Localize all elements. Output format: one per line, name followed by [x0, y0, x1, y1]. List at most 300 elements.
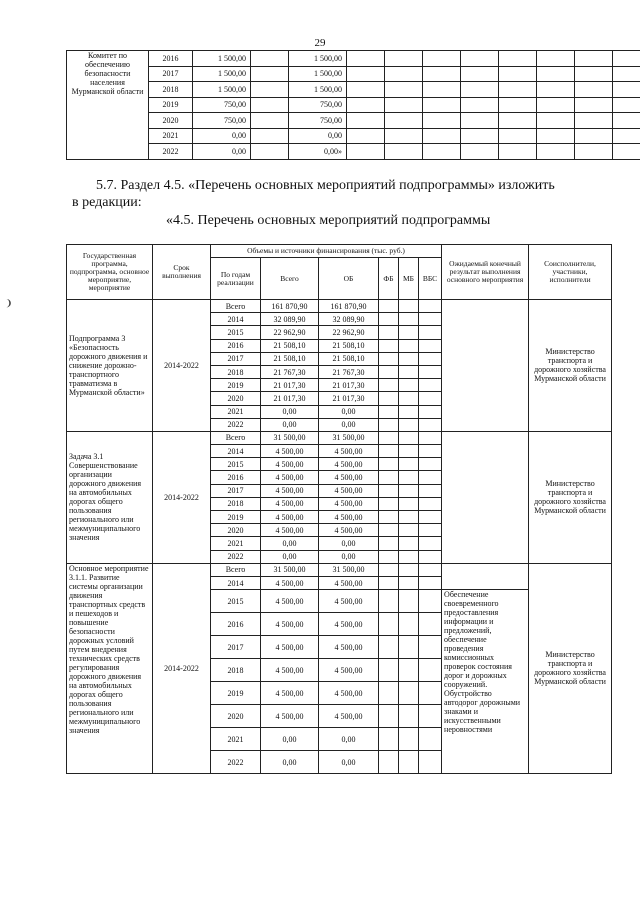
fb-cell	[379, 392, 399, 405]
total-cell: 4 500,00	[261, 471, 319, 484]
measures-table-body	[67, 245, 612, 774]
total-cell: 22 962,90	[261, 326, 319, 339]
mb-cell	[399, 339, 419, 352]
vbs-cell	[419, 524, 442, 537]
empty-cell	[499, 113, 537, 129]
ob-cell: 31 500,00	[319, 431, 379, 444]
empty-cell	[613, 51, 640, 67]
ob-cell: 4 500,00	[319, 705, 379, 728]
empty-cell	[613, 97, 640, 113]
year-cell: 2016	[149, 51, 193, 67]
empty-cell	[423, 51, 461, 67]
total-cell: 0,00	[261, 418, 319, 431]
committee-name: Комитет по обеспечению безопасности населения Мурманской области	[67, 51, 149, 160]
mb-cell	[399, 458, 419, 471]
total-cell: 4 500,00	[261, 497, 319, 510]
empty-cell	[251, 113, 289, 129]
empty-cell	[537, 51, 575, 67]
header-total: Всего	[261, 258, 319, 300]
executor-cell: Министерство транспорта и дорожного хозяйства Мурманской области	[529, 300, 612, 432]
empty-cell	[575, 113, 613, 129]
empty-cell	[251, 97, 289, 113]
vbs-cell	[419, 705, 442, 728]
term-cell: 2014-2022	[153, 563, 211, 773]
table-row	[67, 563, 612, 576]
ob-cell: 32 089,90	[319, 313, 379, 326]
fb-cell	[379, 705, 399, 728]
ob-cell: 750,00	[289, 97, 347, 113]
empty-cell	[537, 113, 575, 129]
empty-cell	[423, 97, 461, 113]
year-cell: 2021	[211, 728, 261, 751]
vbs-cell	[419, 392, 442, 405]
table-row	[67, 66, 640, 82]
header-executors: Соисполнители, участники, исполнители	[529, 245, 612, 300]
vbs-cell	[419, 431, 442, 444]
empty-cell	[499, 128, 537, 144]
fb-cell	[379, 537, 399, 550]
year-cell: 2020	[149, 113, 193, 129]
fb-cell	[379, 728, 399, 751]
total-cell: 21 017,30	[261, 392, 319, 405]
total-cell: 161 870,90	[261, 300, 319, 313]
total-cell: 31 500,00	[261, 563, 319, 576]
ob-cell: 4 500,00	[319, 484, 379, 497]
year-cell: 2015	[211, 326, 261, 339]
fb-cell	[379, 751, 399, 774]
ob-cell: 21 017,30	[319, 379, 379, 392]
vbs-cell	[419, 682, 442, 705]
fb-cell	[379, 550, 399, 563]
vbs-cell	[419, 471, 442, 484]
empty-cell	[347, 66, 385, 82]
term-cell: 2014-2022	[153, 300, 211, 432]
empty-cell	[251, 128, 289, 144]
empty-cell	[461, 82, 499, 98]
total-cell: 1 500,00	[193, 51, 251, 67]
fb-cell	[379, 352, 399, 365]
ob-cell: 0,00	[319, 418, 379, 431]
empty-cell	[461, 66, 499, 82]
empty-cell	[613, 82, 640, 98]
ob-cell: 0,00	[319, 537, 379, 550]
year-cell: 2014	[211, 445, 261, 458]
total-cell: 0,00	[261, 728, 319, 751]
total-cell: 0,00	[261, 751, 319, 774]
ob-cell: 0,00»	[289, 144, 347, 160]
mb-cell	[399, 550, 419, 563]
result-cell	[442, 431, 529, 563]
ob-cell: 21 017,30	[319, 392, 379, 405]
empty-cell	[613, 128, 640, 144]
ob-cell: 4 500,00	[319, 590, 379, 613]
vbs-cell	[419, 497, 442, 510]
ob-cell: 21 767,30	[319, 365, 379, 378]
mb-cell	[399, 682, 419, 705]
fb-cell	[379, 471, 399, 484]
vbs-cell	[419, 576, 442, 589]
total-cell: 4 500,00	[261, 636, 319, 659]
executor-cell: Министерство транспорта и дорожного хозяйства Мурманской области	[529, 431, 612, 563]
ob-cell: 4 500,00	[319, 458, 379, 471]
ob-cell: 4 500,00	[319, 659, 379, 682]
ob-cell: 4 500,00	[319, 636, 379, 659]
vbs-cell	[419, 484, 442, 497]
result-cell	[442, 300, 529, 432]
year-cell: 2014	[211, 313, 261, 326]
year-cell: 2017	[211, 636, 261, 659]
ob-cell: 4 500,00	[319, 471, 379, 484]
year-cell: 2018	[149, 82, 193, 98]
ob-cell: 0,00	[289, 128, 347, 144]
header-mb: МБ	[399, 258, 419, 300]
header-funding: Объемы и источники финансирования (тыс. руб.)	[211, 245, 442, 258]
mb-cell	[399, 537, 419, 550]
fb-cell	[379, 405, 399, 418]
total-cell: 21 767,30	[261, 365, 319, 378]
mb-cell	[399, 751, 419, 774]
header-term: Срок выполнения	[153, 245, 211, 300]
mb-cell	[399, 563, 419, 576]
ob-cell: 31 500,00	[319, 563, 379, 576]
ob-cell: 4 500,00	[319, 497, 379, 510]
year-cell: 2022	[211, 751, 261, 774]
ob-cell: 0,00	[319, 405, 379, 418]
total-cell: 4 500,00	[261, 445, 319, 458]
year-cell: 2021	[211, 405, 261, 418]
total-cell: 0,00	[193, 128, 251, 144]
table-row	[67, 97, 640, 113]
empty-cell	[499, 66, 537, 82]
ob-cell: 4 500,00	[319, 524, 379, 537]
year-cell: 2021	[211, 537, 261, 550]
year-cell: 2022	[211, 550, 261, 563]
vbs-cell	[419, 300, 442, 313]
year-cell: Всего	[211, 431, 261, 444]
result-cell-empty	[442, 563, 529, 589]
total-cell: 4 500,00	[261, 511, 319, 524]
vbs-cell	[419, 365, 442, 378]
fb-cell	[379, 524, 399, 537]
total-cell: 750,00	[193, 113, 251, 129]
table-header-row	[67, 245, 612, 258]
measure-name: Задача 3.1 Совершенствование организации дорожного движения на автомобильных дорогах общего пользования регионального или межмуниципального значения	[67, 431, 153, 563]
total-cell: 21 508,10	[261, 339, 319, 352]
fb-cell	[379, 365, 399, 378]
fb-cell	[379, 576, 399, 589]
vbs-cell	[419, 339, 442, 352]
executor-cell: Министерство транспорта и дорожного хозяйства Мурманской области	[529, 563, 612, 773]
year-cell: 2019	[211, 682, 261, 705]
ob-cell: 22 962,90	[319, 326, 379, 339]
section-heading: «4.5. Перечень основных мероприятий подпрограммы	[166, 213, 491, 228]
mb-cell	[399, 613, 419, 636]
year-cell: 2018	[211, 659, 261, 682]
mb-cell	[399, 728, 419, 751]
measures-table	[66, 244, 612, 774]
fb-cell	[379, 659, 399, 682]
year-cell: 2014	[211, 576, 261, 589]
total-cell: 4 500,00	[261, 458, 319, 471]
vbs-cell	[419, 563, 442, 576]
fb-cell	[379, 300, 399, 313]
mb-cell	[399, 352, 419, 365]
fb-cell	[379, 313, 399, 326]
empty-cell	[537, 144, 575, 160]
empty-cell	[423, 82, 461, 98]
year-cell: 2020	[211, 524, 261, 537]
fb-cell	[379, 563, 399, 576]
empty-cell	[499, 82, 537, 98]
year-cell: 2022	[149, 144, 193, 160]
mb-cell	[399, 326, 419, 339]
header-program: Государственная программа, подпрограмма, основное мероприятие, мероприятие	[67, 245, 153, 300]
empty-cell	[251, 82, 289, 98]
year-cell: 2015	[211, 458, 261, 471]
fb-cell	[379, 339, 399, 352]
total-cell: 0,00	[261, 537, 319, 550]
total-cell: 4 500,00	[261, 484, 319, 497]
empty-cell	[575, 66, 613, 82]
fb-cell	[379, 445, 399, 458]
mb-cell	[399, 484, 419, 497]
mb-cell	[399, 590, 419, 613]
mb-cell	[399, 300, 419, 313]
mb-cell	[399, 418, 419, 431]
vbs-cell	[419, 550, 442, 563]
table-row	[67, 51, 640, 67]
total-cell: 0,00	[193, 144, 251, 160]
year-cell: 2022	[211, 418, 261, 431]
year-cell: 2017	[149, 66, 193, 82]
table-row	[67, 431, 612, 444]
empty-cell	[423, 128, 461, 144]
vbs-cell	[419, 418, 442, 431]
vbs-cell	[419, 458, 442, 471]
ob-cell: 4 500,00	[319, 682, 379, 705]
empty-cell	[537, 97, 575, 113]
ob-cell: 4 500,00	[319, 613, 379, 636]
year-cell: Всего	[211, 563, 261, 576]
fb-cell	[379, 484, 399, 497]
empty-cell	[461, 97, 499, 113]
empty-cell	[575, 97, 613, 113]
table-row	[67, 144, 640, 160]
amendment-paragraph-line2: в редакции:	[72, 195, 142, 210]
year-cell: 2019	[211, 379, 261, 392]
header-vbs: ВБС	[419, 258, 442, 300]
year-cell: 2021	[149, 128, 193, 144]
year-cell: 2018	[211, 365, 261, 378]
header-ob: ОБ	[319, 258, 379, 300]
empty-cell	[347, 51, 385, 67]
ob-cell: 4 500,00	[319, 576, 379, 589]
year-cell: 2018	[211, 497, 261, 510]
mb-cell	[399, 445, 419, 458]
header-years: По годам реализации	[211, 258, 261, 300]
ob-cell: 21 508,10	[319, 339, 379, 352]
vbs-cell	[419, 636, 442, 659]
term-cell: 2014-2022	[153, 431, 211, 563]
total-cell: 21 017,30	[261, 379, 319, 392]
empty-cell	[423, 66, 461, 82]
empty-cell	[613, 144, 640, 160]
fb-cell	[379, 326, 399, 339]
empty-cell	[423, 144, 461, 160]
empty-cell	[499, 51, 537, 67]
vbs-cell	[419, 445, 442, 458]
year-cell: 2017	[211, 352, 261, 365]
table-row	[67, 300, 612, 313]
mb-cell	[399, 471, 419, 484]
empty-cell	[347, 144, 385, 160]
empty-cell	[499, 97, 537, 113]
empty-cell	[613, 66, 640, 82]
year-cell: 2015	[211, 590, 261, 613]
vbs-cell	[419, 511, 442, 524]
empty-cell	[613, 113, 640, 129]
total-cell: 4 500,00	[261, 682, 319, 705]
empty-cell	[537, 82, 575, 98]
measure-name: Основное мероприятие 3.1.1. Развитие системы организации движения транспортных средств и пешеходов и повышение безопасности дорожных условий путем внедрения технических средств регулирования дорожного движения на автомобильных дорогах общего пользования регионального или межмуниципального значения	[67, 563, 153, 773]
total-cell: 4 500,00	[261, 705, 319, 728]
scan-mark: ❩	[5, 298, 13, 308]
total-cell: 4 500,00	[261, 659, 319, 682]
empty-cell	[385, 82, 423, 98]
empty-cell	[461, 128, 499, 144]
fb-cell	[379, 636, 399, 659]
ob-cell: 1 500,00	[289, 66, 347, 82]
mb-cell	[399, 524, 419, 537]
fb-cell	[379, 590, 399, 613]
year-cell: 2019	[149, 97, 193, 113]
year-cell: 2016	[211, 613, 261, 636]
mb-cell	[399, 511, 419, 524]
ob-cell: 4 500,00	[319, 511, 379, 524]
empty-cell	[423, 113, 461, 129]
empty-cell	[251, 51, 289, 67]
mb-cell	[399, 431, 419, 444]
ob-cell: 0,00	[319, 550, 379, 563]
header-fb: ФБ	[379, 258, 399, 300]
fb-cell	[379, 379, 399, 392]
empty-cell	[575, 144, 613, 160]
year-cell: 2020	[211, 392, 261, 405]
vbs-cell	[419, 352, 442, 365]
vbs-cell	[419, 379, 442, 392]
total-cell: 21 508,10	[261, 352, 319, 365]
empty-cell	[385, 144, 423, 160]
mb-cell	[399, 636, 419, 659]
mb-cell	[399, 705, 419, 728]
total-cell: 4 500,00	[261, 524, 319, 537]
year-cell: 2017	[211, 484, 261, 497]
total-cell: 1 500,00	[193, 82, 251, 98]
empty-cell	[347, 113, 385, 129]
ob-cell: 4 500,00	[319, 445, 379, 458]
vbs-cell	[419, 590, 442, 613]
empty-cell	[385, 113, 423, 129]
total-cell: 750,00	[193, 97, 251, 113]
fb-cell	[379, 511, 399, 524]
ob-cell: 1 500,00	[289, 82, 347, 98]
mb-cell	[399, 313, 419, 326]
vbs-cell	[419, 751, 442, 774]
year-cell: 2019	[211, 511, 261, 524]
empty-cell	[575, 51, 613, 67]
vbs-cell	[419, 659, 442, 682]
empty-cell	[347, 128, 385, 144]
vbs-cell	[419, 728, 442, 751]
empty-cell	[347, 97, 385, 113]
ob-cell: 1 500,00	[289, 51, 347, 67]
fb-cell	[379, 497, 399, 510]
empty-cell	[251, 66, 289, 82]
vbs-cell	[419, 537, 442, 550]
empty-cell	[461, 144, 499, 160]
vbs-cell	[419, 613, 442, 636]
fb-cell	[379, 418, 399, 431]
page-number: 29	[314, 37, 326, 49]
year-cell: 2016	[211, 471, 261, 484]
total-cell: 32 089,90	[261, 313, 319, 326]
total-cell: 31 500,00	[261, 431, 319, 444]
vbs-cell	[419, 405, 442, 418]
fb-cell	[379, 458, 399, 471]
ob-cell: 0,00	[319, 751, 379, 774]
total-cell: 0,00	[261, 405, 319, 418]
empty-cell	[461, 113, 499, 129]
mb-cell	[399, 379, 419, 392]
vbs-cell	[419, 326, 442, 339]
fb-cell	[379, 431, 399, 444]
ob-cell: 161 870,90	[319, 300, 379, 313]
amendment-paragraph-line1: 5.7. Раздел 4.5. «Перечень основных мероприятий подпрограммы» изложить	[96, 178, 555, 193]
vbs-cell	[419, 313, 442, 326]
mb-cell	[399, 659, 419, 682]
empty-cell	[347, 82, 385, 98]
empty-cell	[385, 97, 423, 113]
total-cell: 1 500,00	[193, 66, 251, 82]
continuation-table	[66, 50, 640, 160]
year-cell: Всего	[211, 300, 261, 313]
ob-cell: 0,00	[319, 728, 379, 751]
empty-cell	[251, 144, 289, 160]
fb-cell	[379, 682, 399, 705]
ob-cell: 750,00	[289, 113, 347, 129]
year-cell: 2020	[211, 705, 261, 728]
total-cell: 4 500,00	[261, 576, 319, 589]
mb-cell	[399, 576, 419, 589]
table-row	[67, 82, 640, 98]
total-cell: 4 500,00	[261, 613, 319, 636]
result-cell: Обеспечение своевременного предоставления информации и предложений, обеспечение проведения комиссионных проверок состояния дорог и дорожных сооружений. Обустройство автодорог дорожными знаками и искусственными неровностями	[442, 590, 529, 774]
mb-cell	[399, 497, 419, 510]
empty-cell	[575, 128, 613, 144]
empty-cell	[537, 66, 575, 82]
empty-cell	[537, 128, 575, 144]
empty-cell	[499, 144, 537, 160]
measure-name: Подпрограмма 3 «Безопасность дорожного движения и снижение дорожно-транспортного травматизма в Мурманской области»	[67, 300, 153, 432]
table-row	[67, 113, 640, 129]
ob-cell: 21 508,10	[319, 352, 379, 365]
empty-cell	[385, 51, 423, 67]
empty-cell	[461, 51, 499, 67]
empty-cell	[385, 128, 423, 144]
table-row	[67, 128, 640, 144]
year-cell: 2016	[211, 339, 261, 352]
empty-cell	[575, 82, 613, 98]
